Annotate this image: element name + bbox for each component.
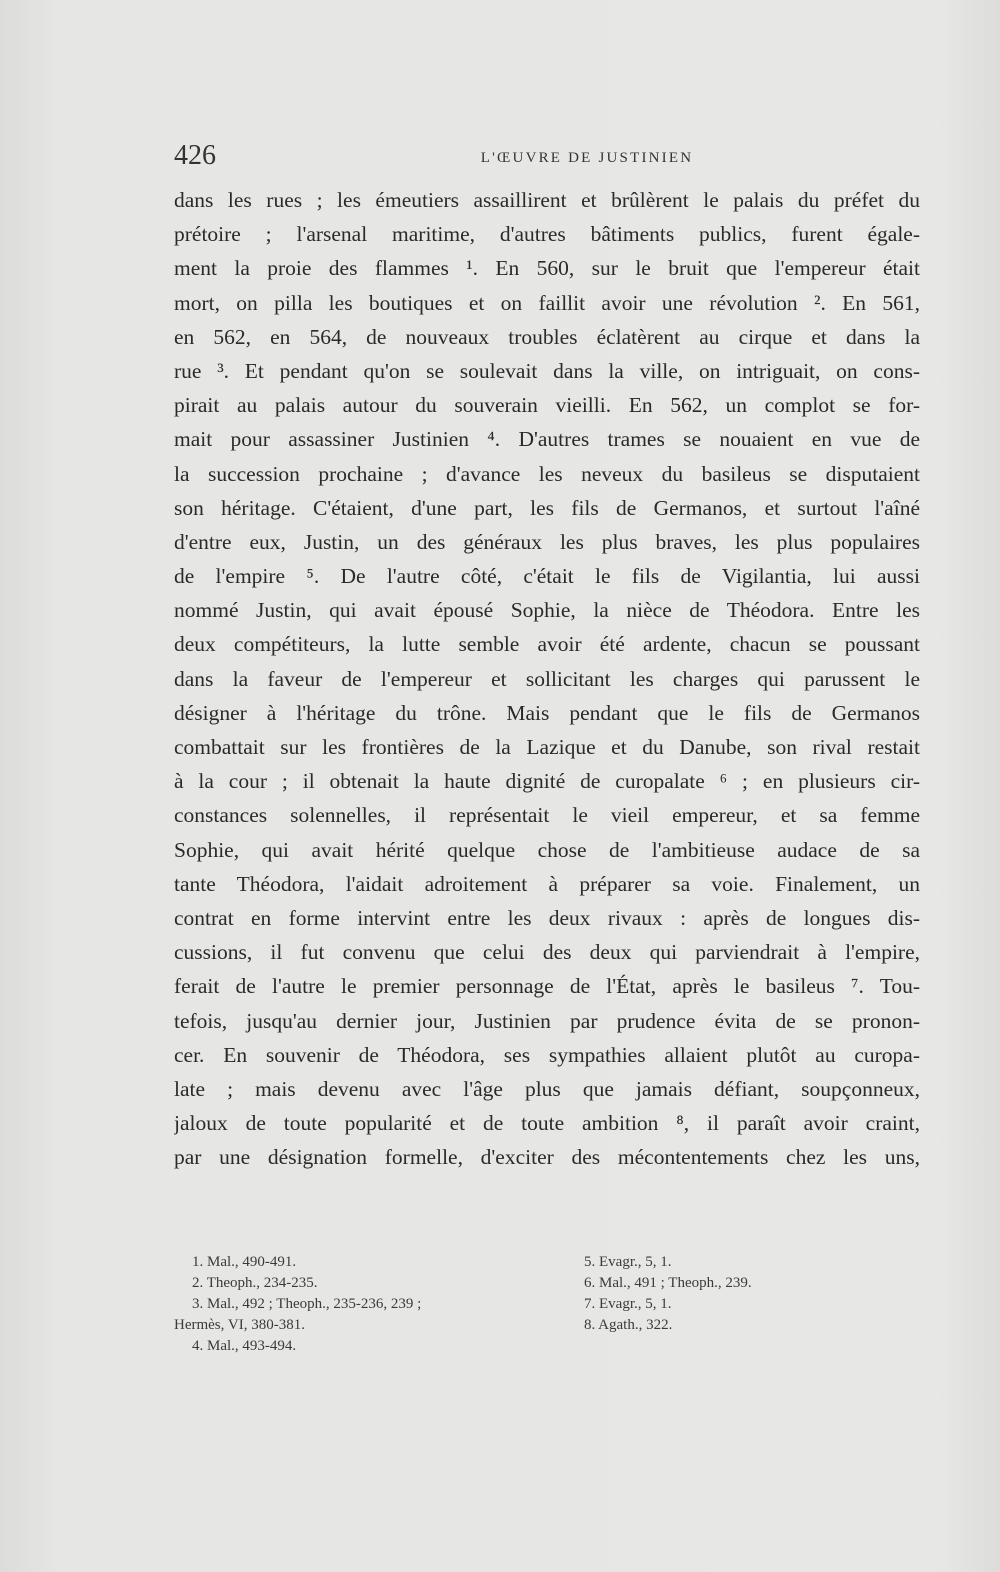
footnotes-left-column (174, 1252, 534, 1357)
footnote: 1. Mal., 490-491. (192, 1254, 297, 1270)
footnote: 4. Mal., 493-494. (192, 1338, 297, 1354)
text-line: constances solennelles, il représentait le vieil empereur, et sa femme (174, 803, 920, 828)
text-line: en 562, en 564, de nouveaux troubles éclatèrent au cirque et dans la (174, 324, 920, 349)
page-number: 426 (174, 140, 216, 171)
footnote: 6. Mal., 491 ; Theoph., 239. (584, 1275, 752, 1291)
text-line: mort, on pilla les boutiques et on faillit avoir une révolution ². En 561, (174, 290, 920, 315)
text-line: cer. En souvenir de Théodora, ses sympathies allaient plutôt au curopa- (174, 1042, 920, 1067)
footnote: 8. Agath., 322. (584, 1317, 673, 1333)
text-line: Sophie, qui avait hérité quelque chose de l'ambitieuse audace de sa (174, 837, 920, 862)
text-line: ferait de l'autre le premier personnage de l'État, après le basileus ⁷. Tou- (174, 974, 920, 999)
running-title: L'ŒUVRE DE JUSTINIEN (480, 150, 694, 166)
text-line: de l'empire ⁵. De l'autre côté, c'était le fils de Vigilantia, lui aussi (174, 564, 920, 589)
text-line: ment la proie des flammes ¹. En 560, sur le bruit que l'empereur était (174, 256, 920, 281)
footnote: 5. Evagr., 5, 1. (584, 1254, 672, 1270)
text-line: dans la faveur de l'empereur et sollicitant les charges qui parussent le (174, 666, 920, 691)
text-line: deux compétiteurs, la lutte semble avoir été ardente, chacun se poussant (174, 632, 920, 657)
text-line: mait pour assassiner Justinien ⁴. D'autres trames se nouaient en vue de (174, 427, 920, 452)
text-line: contrat en forme intervint entre les deux rivaux : après de longues dis- (174, 905, 920, 930)
text-line: d'entre eux, Justin, un des généraux les plus braves, les plus populaires (174, 529, 920, 554)
text-line: rue ³. Et pendant qu'on se soulevait dans la ville, on intriguait, on cons- (174, 358, 920, 383)
text-line: prétoire ; l'arsenal maritime, d'autres bâtiments publics, furent égale- (174, 222, 920, 247)
footnotes (174, 1252, 920, 1392)
text-line: désigner à l'héritage du trône. Mais pendant que le fils de Germanos (174, 700, 920, 725)
text-line: jaloux de toute popularité et de toute ambition ⁸, il paraît avoir craint, (174, 1111, 920, 1136)
text-line: pirait au palais autour du souverain vieilli. En 562, un complot se for- (174, 393, 920, 418)
text-line: tefois, jusqu'au dernier jour, Justinien par prudence évita de se pronon- (174, 1008, 920, 1033)
text-line: tante Théodora, l'aidait adroitement à préparer sa voie. Finalement, un (174, 871, 920, 896)
text-line: dans les rues ; les émeutiers assaillirent et brûlèrent le palais du préfet du (174, 188, 920, 212)
text-line: late ; mais devenu avec l'âge plus que jamais défiant, soupçonneux, (174, 1076, 920, 1101)
page-header (174, 140, 920, 180)
text-line: par une désignation formelle, d'exciter des mécontentements chez les uns, (174, 1145, 920, 1170)
text-line: combattait sur les frontières de la Lazique et du Danube, son rival restait (174, 735, 920, 759)
text-line: son héritage. C'étaient, d'une part, les fils de Germanos, et surtout l'aîné (174, 495, 920, 520)
footnote: 7. Evagr., 5, 1. (584, 1296, 672, 1312)
text-line: cussions, il fut convenu que celui des deux qui parviendrait à l'empire, (174, 940, 920, 965)
text-line: nommé Justin, qui avait épousé Sophie, la nièce de Théodora. Entre les (174, 598, 920, 623)
footnote: 3. Mal., 492 ; Theoph., 235-236, 239 ; (192, 1296, 422, 1312)
footnotes-right-column (584, 1252, 920, 1336)
footnote: 2. Theoph., 234-235. (192, 1275, 318, 1291)
body-text (174, 183, 920, 1174)
text-line: la succession prochaine ; d'avance les neveux du basileus se disputaient (174, 461, 920, 486)
footnote-continuation: Hermès, VI, 380-381. (174, 1317, 305, 1333)
text-line: à la cour ; il obtenait la haute dignité de curopalate ⁶ ; en plusieurs cir- (174, 769, 920, 794)
